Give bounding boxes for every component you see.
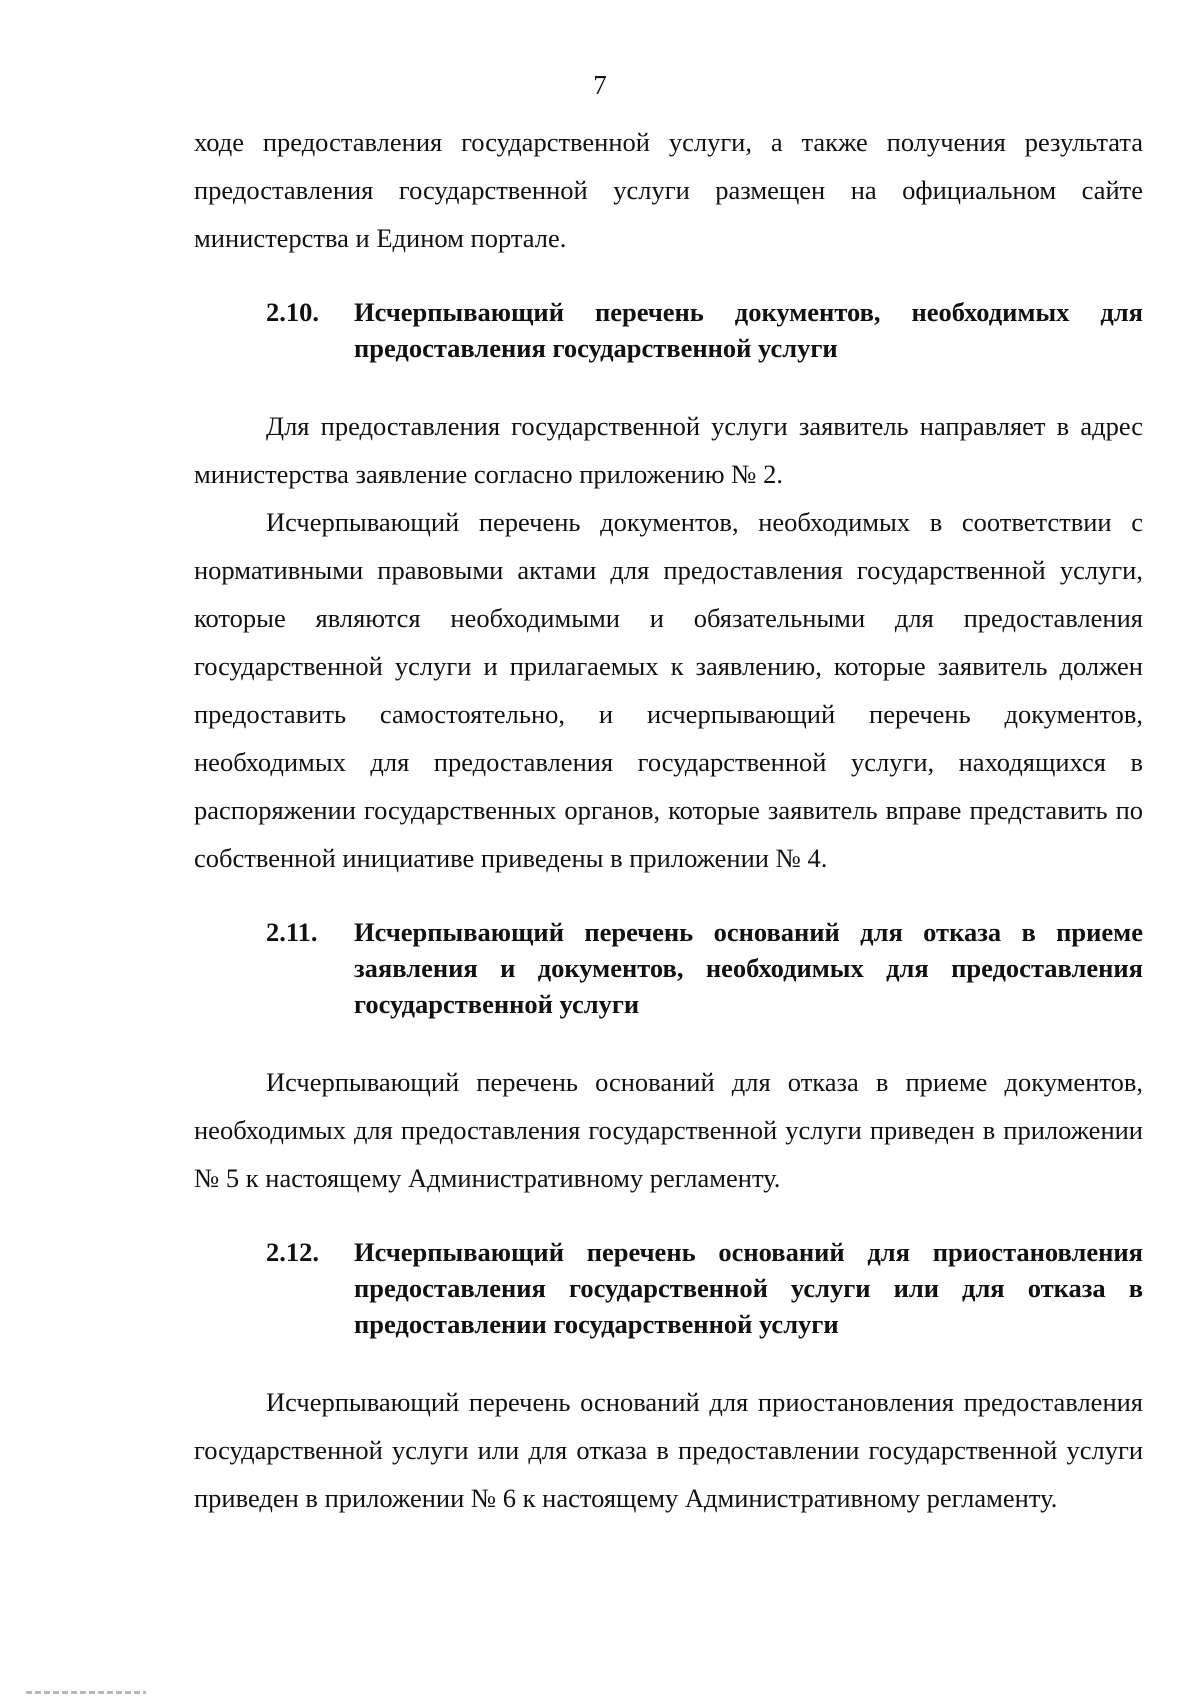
section-2-11-paragraph-1: Исчерпывающий перечень оснований для отказа в приеме документов, необходимых для предоставления государственной услуги приведен в приложении № 5 к настоящему Административному регламенту. [194,1067,1143,1193]
section-heading-2-11 [194,914,1143,1022]
section-2-10-paragraph-1: Для предоставления государственной услуги заявитель направляет в адрес министерства заявление согласно приложению № 2. [194,411,1143,489]
document-body [194,118,1143,1522]
section-heading-2-10 [194,294,1143,366]
section-number: 2.10. [266,297,319,327]
section-number: 2.11. [266,917,318,947]
scan-artifact [26,1691,146,1694]
section-title: Исчерпывающий перечень оснований для отказа в приеме заявления и документов, необходимых для предоставления государственной услуги [354,917,1143,1019]
section-2-10-paragraph-2: Исчерпывающий перечень документов, необходимых в соответствии с нормативными правовыми актами для предоставления государственной услуги, которые являются необходимыми и обязательными для предоставления государственной услуги и прилагаемых к заявлению, которые заявитель должен предоставить самостоятельно, и исчерпывающий перечень документов, необходимых для предоставления государственной услуги, находящихся в распоряжении государственных органов, которые заявитель вправе представить по собственной инициативе приведены в приложении № 4. [194,507,1143,873]
intro-paragraph: ходе предоставления государственной услуги, а также получения результата предоставления государственной услуги размещен на официальном сайте министерства и Едином портале. [194,127,1143,253]
section-number: 2.12. [266,1237,319,1267]
section-2-12-paragraph-1: Исчерпывающий перечень оснований для приостановления предоставления государственной услуги или для отказа в предоставлении государственной услуги приведен в приложении № 6 к настоящему Административному регламенту. [194,1387,1143,1513]
section-heading-2-12 [194,1234,1143,1342]
page-number: 7 [593,70,607,100]
section-title: Исчерпывающий перечень оснований для приостановления предоставления государственной услуги или для отказа в предоставлении государственной услуги [354,1237,1143,1339]
section-title: Исчерпывающий перечень документов, необходимых для предоставления государственной услуги [354,297,1143,363]
